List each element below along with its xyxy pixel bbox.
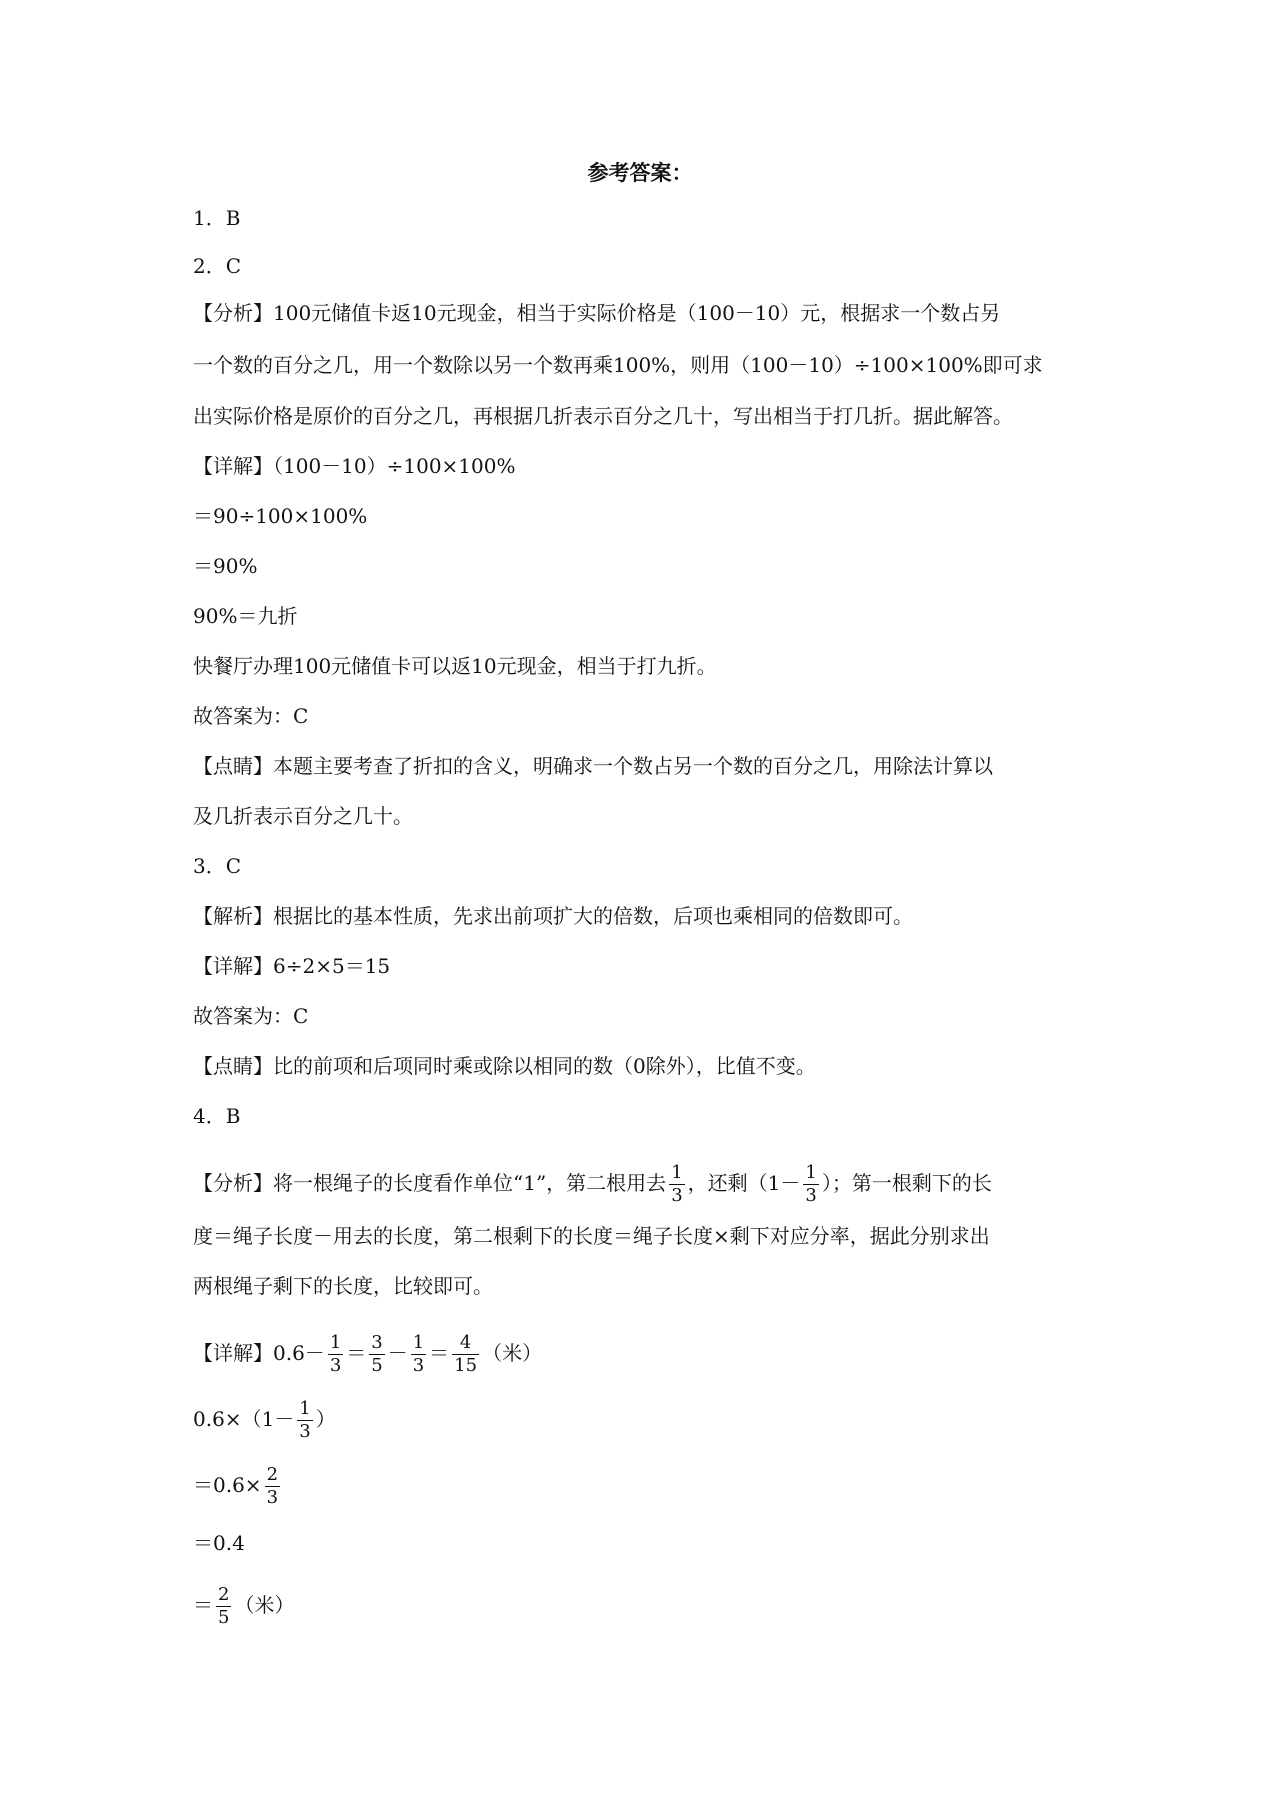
detail-4-line-3 <box>193 1464 1093 1509</box>
analysis-4-line-2: 度＝绳子长度－用去的长度，第二根剩下的长度＝绳子长度×剩下对应分率，据此分别求出 <box>193 1224 990 1248</box>
detail-4-text-a: 【详解】0.6－ <box>193 1341 325 1365</box>
fraction-one-third: $\frac{1}{3}$ <box>329 1332 342 1376</box>
analysis-3: 【解析】根据比的基本性质，先求出前项扩大的倍数，后项也乘相同的倍数即可。 <box>193 904 913 928</box>
fraction-one-third: $\frac{1}{3}$ <box>412 1332 425 1376</box>
analysis-4-text-b: ，还剩（1－ <box>687 1171 801 1195</box>
answer-4: 4．B <box>193 1104 241 1128</box>
detail-4-line-2 <box>193 1398 1093 1443</box>
detail-2-line-3: ＝90% <box>193 554 258 578</box>
comment-3: 【点睛】比的前项和后项同时乘或除以相同的数（0除外），比值不变。 <box>193 1054 816 1078</box>
answer-1: 1．B <box>193 206 241 230</box>
fraction-one-third: $\frac{1}{3}$ <box>805 1162 817 1206</box>
analysis-4-line-3: 两根绳子剩下的长度，比较即可。 <box>193 1274 493 1298</box>
fraction-three-fifths: $\frac{3}{5}$ <box>371 1332 383 1376</box>
analysis-4-line-1 <box>193 1162 1093 1207</box>
analysis-2-line-2: 一个数的百分之几，用一个数除以另一个数再乘100%，则用（100－10）÷100×100%即可求 <box>193 353 1043 377</box>
fraction-two-thirds: $\frac{2}{3}$ <box>266 1464 279 1508</box>
close-paren: ） <box>315 1407 336 1431</box>
equals-sign: ＝ <box>193 1593 213 1617</box>
minus-sign: － <box>387 1341 408 1365</box>
answer-2: 2．C <box>193 254 242 278</box>
detail-4-line-4: ＝0.4 <box>193 1531 245 1555</box>
detail-2-line-5: 快餐厅办理100元储值卡可以返10元现金，相当于打九折。 <box>193 654 717 678</box>
detail-4-line-5 <box>193 1584 1093 1629</box>
conclusion-2: 故答案为：C <box>193 704 309 728</box>
unit-meter: （米） <box>482 1341 543 1365</box>
equals-sign: ＝ <box>429 1341 450 1365</box>
detail-4-text-c: ＝0.6× <box>193 1473 262 1497</box>
answer-3: 3．C <box>193 854 242 878</box>
detail-2-line-1: 【详解】（100－10）÷100×100% <box>193 454 516 478</box>
comment-2-line-2: 及几折表示百分之几十。 <box>193 804 413 828</box>
fraction-one-third: $\frac{1}{3}$ <box>671 1162 683 1206</box>
detail-4-text-b: 0.6×（1－ <box>193 1407 295 1431</box>
fraction-two-fifths: $\frac{2}{5}$ <box>218 1584 230 1628</box>
unit-meter: （米） <box>234 1593 295 1617</box>
analysis-4-text-a: 【分析】将一根绳子的长度看作单位“1”，第二根用去 <box>193 1171 667 1195</box>
page-title: 参考答案： <box>587 160 693 185</box>
detail-3: 【详解】6÷2×5＝15 <box>193 954 391 978</box>
detail-2-line-4: 90%＝九折 <box>193 604 298 628</box>
detail-2-line-2: ＝90÷100×100% <box>193 504 368 528</box>
fraction-one-third: $\frac{1}{3}$ <box>299 1398 311 1442</box>
equals-sign: ＝ <box>346 1341 367 1365</box>
analysis-2-line-3: 出实际价格是原价的百分之几，再根据几折表示百分之几十，写出相当于打几折。据此解答。 <box>193 404 1013 428</box>
detail-4-line-1 <box>193 1332 1093 1377</box>
analysis-4-text-c: ）；第一根剩下的长 <box>821 1171 992 1195</box>
fraction-four-fifteenths: $\frac{4}{15}$ <box>454 1332 478 1376</box>
comment-2-line-1: 【点睛】本题主要考查了折扣的含义，明确求一个数占另一个数的百分之几，用除法计算以 <box>193 754 993 778</box>
analysis-2-line-1: 【分析】100元储值卡返10元现金，相当于实际价格是（100－10）元，根据求一个数占另 <box>193 301 1001 325</box>
conclusion-3: 故答案为：C <box>193 1004 309 1028</box>
